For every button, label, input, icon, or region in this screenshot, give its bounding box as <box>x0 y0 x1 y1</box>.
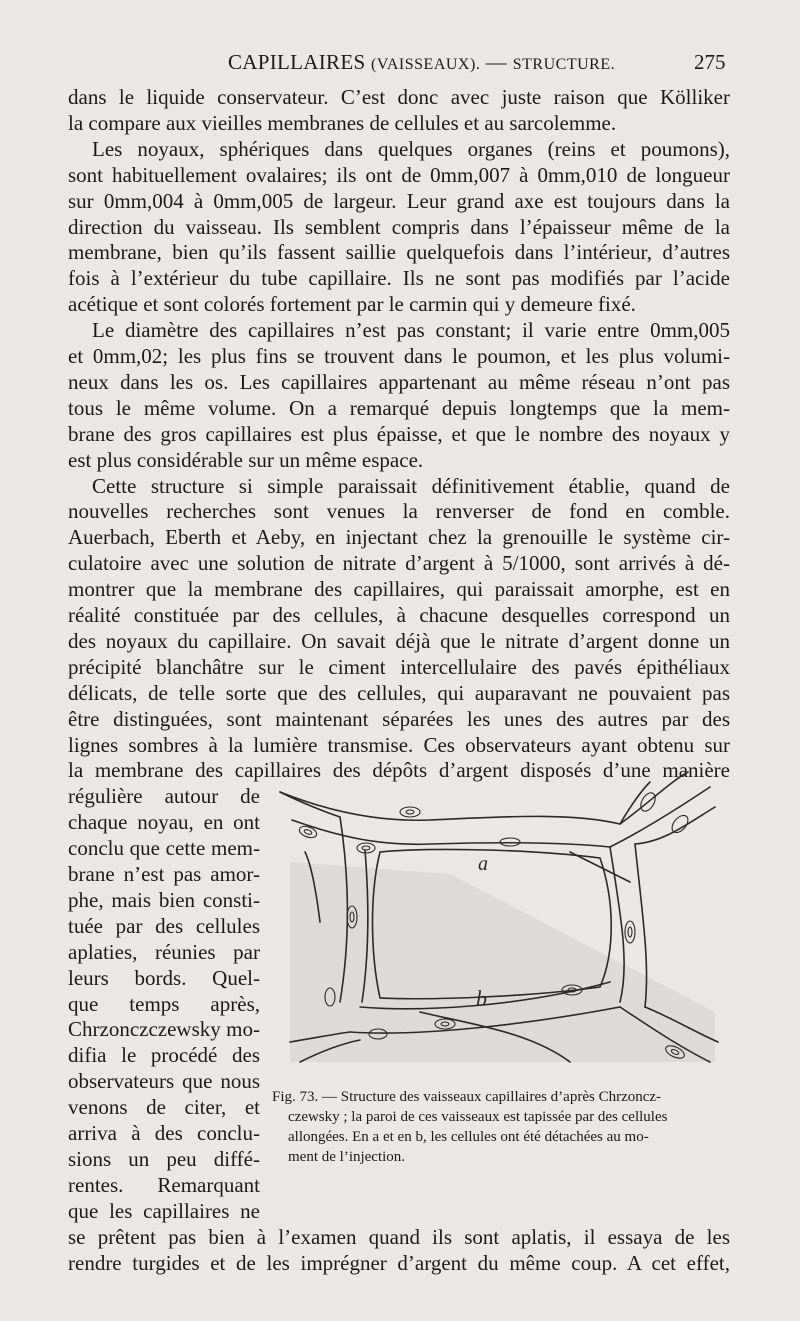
text-line: sont habituellement ovalaires; ils ont de 0mm,007 à 0mm,010 de longueur <box>68 162 730 187</box>
text-line: Cette structure si simple paraissait définitivement établie, quand de <box>92 473 730 498</box>
text-line: sur 0mm,004 à 0mm,005 de largeur. Leur grand axe est toujours dans la <box>68 188 730 213</box>
text-line: la compare aux vieilles membranes de cellules et au sarcolemme. <box>68 110 617 135</box>
text-line: brane des gros capillaires est plus épaisse, et que le nombre des noyaux y <box>68 421 730 446</box>
text-line: nouvelles recherches sont venues la renverser de fond en comble. <box>68 499 730 524</box>
text-line: que les capillaires ne <box>68 1198 260 1223</box>
text-line: leurs bords. Quel- <box>68 965 260 990</box>
running-header <box>0 50 800 80</box>
header-title-main: CAPILLAIRES <box>228 50 366 74</box>
caption-line: Fig. 73. — Structure des vaisseaux capillaires d’après Chrzoncz- <box>272 1089 662 1105</box>
header-title-section: STRUCTURE. <box>512 56 616 73</box>
text-line: et 0mm,02; les plus fins se trouvent dans le poumon, et les plus volumi- <box>68 344 730 368</box>
text-line: observateurs que nous <box>68 1069 260 1094</box>
text-line: phe, mais bien consti- <box>68 887 260 912</box>
text-line: des noyaux du capillaire. On savait déjà que le nitrate d’argent donne un <box>68 628 730 653</box>
text-line: arriva à des conclu- <box>68 1121 260 1145</box>
text-line: direction du vaisseau. Ils semblent compris dans l’épaisseur même de la <box>68 214 730 239</box>
text-line: est plus considérable sur un même espace. <box>68 447 424 472</box>
text-line: culatoire avec une solution de nitrate d’argent à 5/1000, sont arrivés à dé- <box>68 551 730 576</box>
text-line: réalité constituée par des cellules, à chacune desquelles correspond un <box>68 603 730 627</box>
text-line: précipité blanchâtre sur le ciment intercellulaire des pavés épithéliaux <box>68 654 730 679</box>
caption-line: czewsky ; la paroi de ces vaisseaux est tapissée par des cellules <box>288 1109 668 1125</box>
text-line: tuée par des cellules <box>68 913 260 938</box>
text-line: sions un peu diffé- <box>68 1146 260 1171</box>
text-line: fois à l’extérieur du tube capillaire. Ils ne sont pas modifiés par l’acide <box>68 266 730 291</box>
text-line: conclu que cette mem- <box>68 836 260 861</box>
text-line: Chrzonczczewsky mo- <box>68 1017 260 1042</box>
figure-label-b: b <box>476 986 487 1011</box>
header-title-paren: (VAISSEAUX). <box>371 56 481 73</box>
text-line: être distinguées, sont maintenant séparées les unes des autres par des <box>68 706 730 731</box>
text-line: régulière autour de <box>68 784 260 809</box>
text-line: chaque noyau, en ont <box>68 810 260 835</box>
text-line: rendre turgides et de les imprégner d’argent du même coup. A cet effet, <box>68 1250 730 1275</box>
text-line: délicats, de telle sorte que des cellules, qui auparavant ne pouvaient pas <box>68 680 730 705</box>
text-line: que temps après, <box>68 991 260 1016</box>
capillary-network-illustration <box>270 762 720 1080</box>
text-line: neux dans les os. Les capillaires appartenant au même réseau n’ont pas <box>68 369 730 394</box>
page-number: 275 <box>694 50 726 74</box>
text-line: aplaties, réunies par <box>68 939 260 964</box>
text-line: montrer que la membrane des capillaires, qui paraissait amorphe, est en <box>68 577 730 602</box>
text-line: Auerbach, Eberth et Aeby, en injectant chez la grenouille le système cir- <box>68 525 730 550</box>
header-title <box>228 50 615 75</box>
figure-73 <box>270 762 720 1080</box>
text-line: rentes. Remarquant <box>68 1172 260 1197</box>
caption-line: ment de l’injection. <box>288 1149 406 1165</box>
text-line: venons de citer, et <box>68 1095 260 1120</box>
text-line: difia le procédé des <box>68 1043 260 1068</box>
text-line: brane n’est pas amor- <box>68 862 260 886</box>
text-line: Les noyaux, sphériques dans quelques organes (reins et poumons), <box>92 136 730 161</box>
figure-label-a: a <box>478 853 488 875</box>
text-line: lignes sombres à la lumière transmise. Ces observateurs ayant obtenu sur <box>68 732 730 757</box>
caption-line: allongées. En a et en b, les cellules ont été détachées au mo- <box>288 1129 649 1145</box>
text-line: la membrane des capillaires des dépôts d’argent disposés d’une manière <box>68 758 730 783</box>
text-line: acétique et sont colorés fortement par le carmin qui y demeure fixé. <box>68 292 636 317</box>
text-line: se prêtent pas bien à l’examen quand ils sont aplatis, il essaya de les <box>68 1224 730 1249</box>
text-line: membrane, bien qu’ils fassent saillie quelquefois dans l’intérieur, d’autres <box>68 240 730 265</box>
text-line: tous le même volume. On a remarqué depuis longtemps que la mem- <box>68 395 730 420</box>
text-line: dans le liquide conservateur. C’est donc avec juste raison que Kölliker <box>68 85 730 109</box>
text-line: Le diamètre des capillaires n’est pas constant; il varie entre 0mm,005 <box>92 318 730 343</box>
header-title-sep: — <box>485 50 508 74</box>
